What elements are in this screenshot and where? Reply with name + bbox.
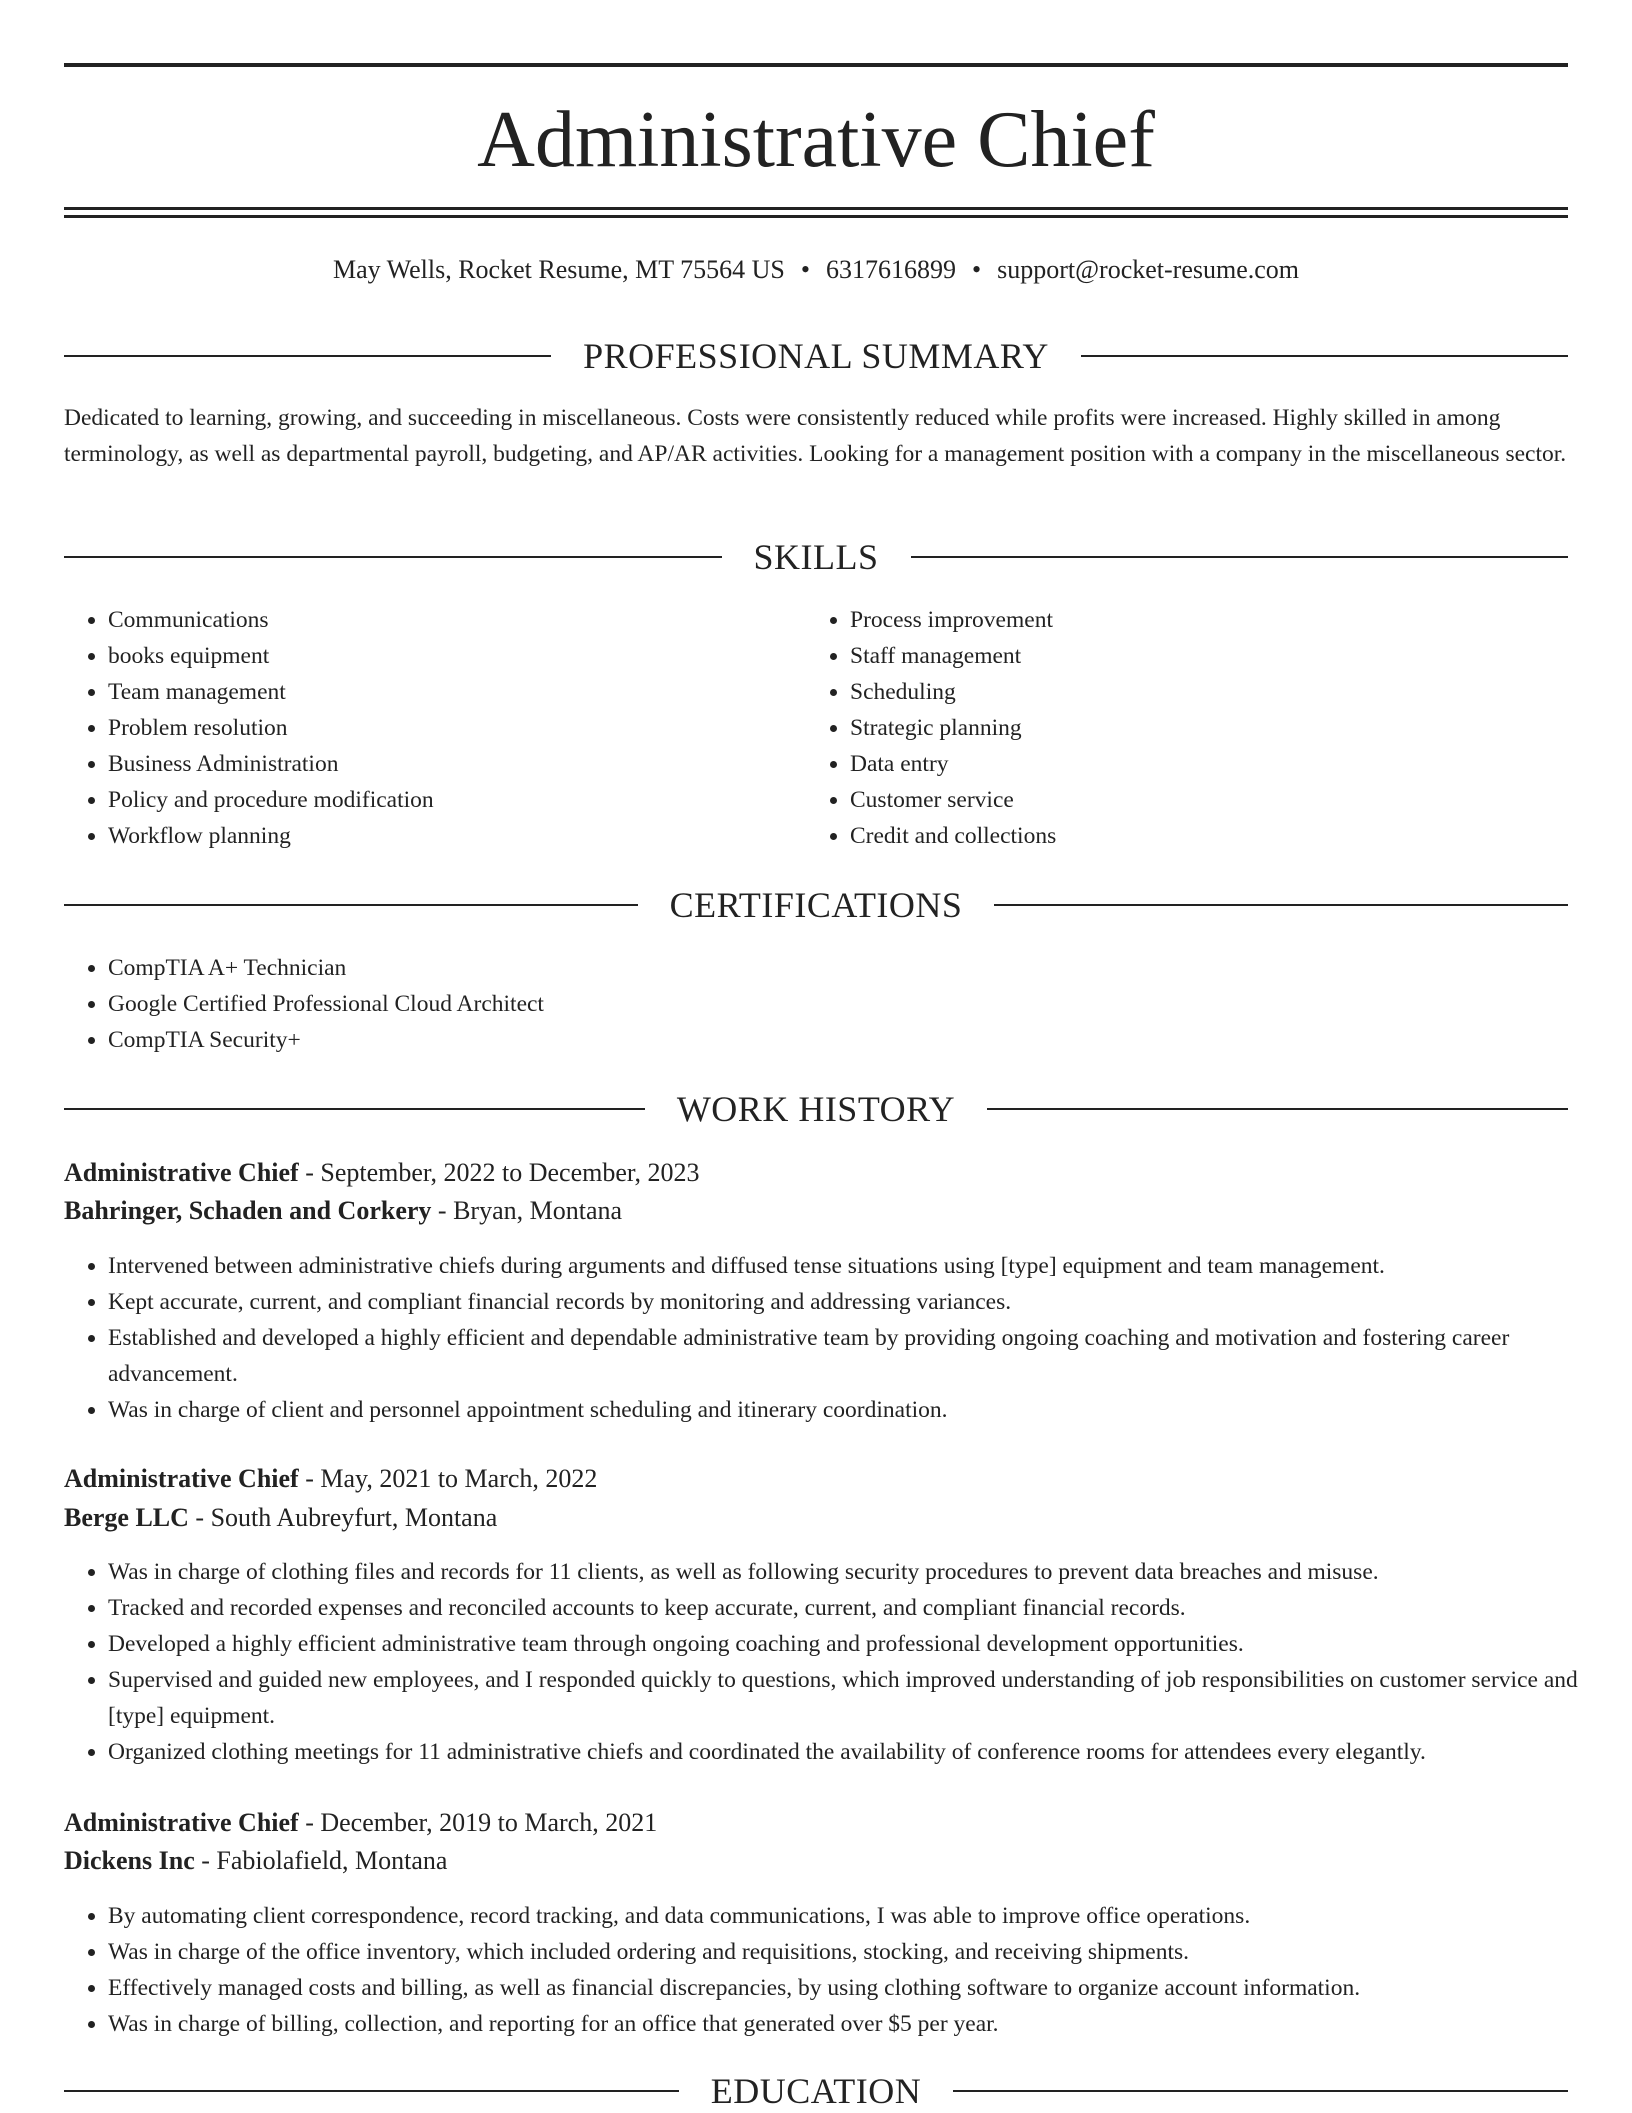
summary-text: Dedicated to learning, growing, and succeeding in miscellaneous. Costs were consistently reduced while profits were increased. Highly skilled in among terminology, as well as departmental payroll, budgeting, and AP/AR activities. Looking for a management position with a company in the miscellaneous sector. (64, 405, 1567, 467)
education-heading (64, 2069, 1568, 2113)
job-location: - Bryan, Montana (431, 1196, 623, 1225)
job-title-line (64, 1460, 1568, 1498)
job-bullet: • By automating client correspondence, record tracking, and data communications, I was able to improve office operations. (108, 1898, 1568, 1934)
job-bullets (64, 1554, 1612, 1770)
skills-list-left (64, 602, 808, 854)
job-company-line (64, 1499, 1568, 1537)
work-history-heading-label: WORK HISTORY (676, 1089, 956, 1129)
job-title-line (64, 1154, 1568, 1192)
skill-item: • Data entry (850, 746, 1550, 782)
heading-rule-left (64, 1108, 645, 1110)
skill-item: • books equipment (108, 638, 808, 674)
certification-item: • CompTIA Security+ (108, 1022, 1568, 1058)
skills-heading (64, 535, 1568, 579)
skill-item: • Credit and collections (850, 818, 1550, 854)
skill-item: • Process improvement (850, 602, 1550, 638)
skill-item: • Strategic planning (850, 710, 1550, 746)
skills-list-right (806, 602, 1550, 854)
job-bullet: • Intervened between administrative chiefs during arguments and diffused tense situations using [type] equipment and team management. (108, 1248, 1568, 1284)
certifications-list (64, 950, 1568, 1058)
job-title: Administrative Chief (64, 1808, 299, 1837)
heading-rule-right (1081, 355, 1568, 357)
heading-rule-right (994, 904, 1568, 906)
job-location: - Fabiolafield, Montana (194, 1846, 448, 1875)
contact-phone: 6317616899 (826, 255, 956, 284)
contact-separator: • (800, 255, 810, 284)
job-company: Berge LLC (64, 1503, 189, 1532)
job-bullet: • Was in charge of client and personnel appointment scheduling and itinerary coordination. (108, 1392, 1568, 1428)
header-top-rule (64, 63, 1568, 67)
certifications-heading (64, 883, 1568, 927)
skills-heading-label: SKILLS (753, 537, 879, 577)
heading-rule-right (987, 1108, 1568, 1110)
job-title: Administrative Chief (64, 1158, 299, 1187)
skill-item: • Workflow planning (108, 818, 808, 854)
job-bullet: • Tracked and recorded expenses and reconciled accounts to keep accurate, current, and compliant financial records. (108, 1590, 1612, 1626)
work-history-heading (64, 1087, 1568, 1131)
job-bullet: • Supervised and guided new employees, and I responded quickly to questions, which improved understanding of job responsibilities on customer service and [type] equipment. (108, 1662, 1612, 1734)
job-company: Dickens Inc (64, 1846, 195, 1875)
job-company: Bahringer, Schaden and Corkery (64, 1196, 432, 1225)
job-bullets (64, 1898, 1568, 2042)
header-double-rule-top (64, 207, 1568, 210)
job-company-line (64, 1192, 1568, 1230)
heading-rule-right (911, 556, 1569, 558)
job-dates: - May, 2021 to March, 2022 (298, 1464, 598, 1493)
job-bullet: • Was in charge of the office inventory, which included ordering and requisitions, stocking, and receiving shipments. (108, 1934, 1568, 1970)
heading-rule-left (64, 355, 551, 357)
heading-rule-left (64, 556, 722, 558)
skill-item: • Customer service (850, 782, 1550, 818)
job-company-line (64, 1842, 1568, 1880)
contact-line (0, 254, 1632, 286)
certification-item: • CompTIA A+ Technician (108, 950, 1568, 986)
job-location: - South Aubreyfurt, Montana (188, 1503, 498, 1532)
job-dates: - December, 2019 to March, 2021 (298, 1808, 658, 1837)
skill-item: • Staff management (850, 638, 1550, 674)
job-bullet: • Developed a highly efficient administrative team through ongoing coaching and professional development opportunities. (108, 1626, 1612, 1662)
job-bullets (64, 1248, 1568, 1428)
skill-item: • Problem resolution (108, 710, 808, 746)
job-bullet: • Kept accurate, current, and compliant financial records by monitoring and addressing variances. (108, 1284, 1568, 1320)
job-bullet: • Organized clothing meetings for 11 administrative chiefs and coordinated the availability of conference rooms for attendees every elegantly. (108, 1734, 1612, 1770)
summary-heading-label: PROFESSIONAL SUMMARY (583, 336, 1049, 376)
skill-item: • Communications (108, 602, 808, 638)
job-bullet: • Was in charge of billing, collection, and reporting for an office that generated over $5 per year. (108, 2006, 1568, 2042)
contact-address: May Wells, Rocket Resume, MT 75564 US (332, 255, 785, 284)
skill-item: • Team management (108, 674, 808, 710)
certifications-heading-label: CERTIFICATIONS (669, 885, 963, 925)
skill-item: • Policy and procedure modification (108, 782, 808, 818)
header-double-rule-bottom (64, 215, 1568, 218)
job-title-line (64, 1804, 1568, 1842)
job-dates: - September, 2022 to December, 2023 (298, 1158, 700, 1187)
certification-item: • Google Certified Professional Cloud Architect (108, 986, 1568, 1022)
job-bullet: • Established and developed a highly efficient and dependable administrative team by providing ongoing coaching and motivation and fostering career advancement. (108, 1320, 1568, 1392)
heading-rule-left (64, 2090, 679, 2092)
education-heading-label: EDUCATION (710, 2071, 922, 2111)
heading-rule-left (64, 904, 638, 906)
heading-rule-right (953, 2090, 1568, 2092)
summary-heading (64, 334, 1568, 378)
contact-email: support@rocket-resume.com (997, 255, 1300, 284)
contact-separator: • (972, 255, 982, 284)
skill-item: • Business Administration (108, 746, 808, 782)
skill-item: • Scheduling (850, 674, 1550, 710)
job-bullet: • Effectively managed costs and billing, as well as financial discrepancies, by using clothing software to organize account information. (108, 1970, 1568, 2006)
job-title: Administrative Chief (64, 1464, 299, 1493)
job-bullet: • Was in charge of clothing files and records for 11 clients, as well as following security procedures to prevent data breaches and misuse. (108, 1554, 1612, 1590)
resume-title: Administrative Chief (477, 96, 1155, 184)
